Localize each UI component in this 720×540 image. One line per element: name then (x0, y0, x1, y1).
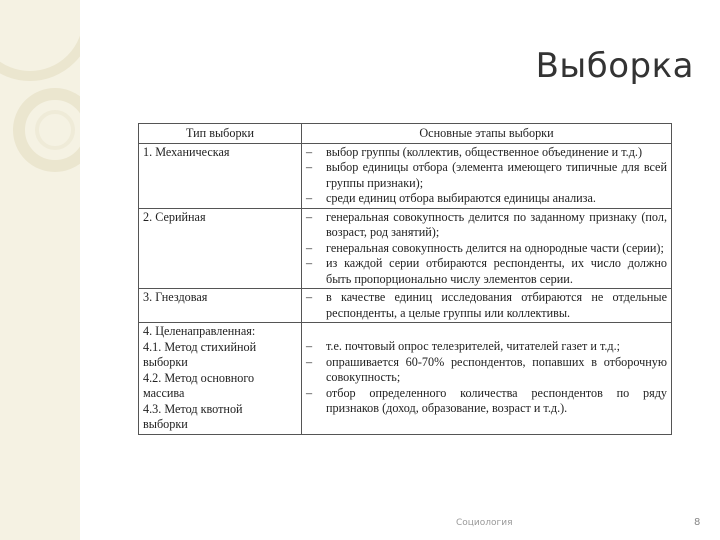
stage-item: – среди единиц отбора выбираются единицы анализа. (306, 191, 667, 207)
table-row (139, 208, 672, 289)
table-row (139, 289, 672, 323)
sidebar-panel (0, 0, 80, 540)
stages-cell (302, 289, 672, 323)
column-header-stages: Основные этапы выборки (302, 124, 672, 144)
sample-type-cell (139, 289, 302, 323)
table-row (139, 143, 672, 208)
stages-list (306, 339, 667, 417)
stages-cell (302, 143, 672, 208)
sample-type-label: 4. Целенаправленная: (143, 324, 256, 338)
sample-type-label: 3. Гнездовая (143, 290, 208, 304)
sample-type-cell (139, 323, 302, 435)
stage-item: – генеральная совокупность делится по заданному признаку (пол, возраст, род занятий); (306, 210, 667, 241)
stage-item: – в качестве единиц исследования отбираются не отдельные респонденты, а целые группы или коллективы. (306, 290, 667, 321)
sample-type-sublabel: 4.3. Метод квотной (143, 401, 243, 416)
footer-subject: Социология (456, 518, 513, 528)
sample-type-label: 2. Серийная (143, 209, 206, 224)
stage-item: – т.е. почтовый опрос телезрителей, читателей газет и т.д.; (306, 339, 667, 355)
stages-cell (302, 208, 672, 289)
stage-item: – из каждой серии отбираются респонденты, их число должно быть пропорционально числу элементов серии. (306, 256, 667, 287)
sample-type-label: 1. Механическая (143, 144, 230, 159)
stages-cell (302, 323, 672, 435)
decorative-rings (0, 0, 80, 200)
stage-item: – отбор определенного количества респондентов по ряду признаков (доход, образование, возраст и т.д.). (306, 386, 667, 417)
sample-type-sublabel: 4.1. Метод стихийной (143, 339, 257, 354)
column-header-type: Тип выборки (139, 124, 302, 144)
table-row (139, 323, 672, 435)
sampling-table-container (138, 123, 672, 435)
sampling-table (138, 123, 672, 435)
stage-item: – опрашивается 60-70% респондентов, попавших в отборочную совокупность; (306, 355, 667, 386)
sample-type-sublabel: выборки (143, 417, 188, 431)
sample-type-cell (139, 208, 302, 289)
stages-list (306, 290, 667, 321)
stage-item: – выбор единицы отбора (элемента имеющего типичные для всей группы признаки); (306, 160, 667, 191)
stage-item: – выбор группы (коллектив, общественное объединение и т.д.) (306, 145, 667, 161)
stages-list (306, 145, 667, 207)
sample-type-cell (139, 143, 302, 208)
sample-type-sublabel: 4.2. Метод основного (143, 370, 255, 385)
table-header-row (139, 124, 672, 144)
sample-type-sublabel: массива (143, 386, 185, 400)
sample-type-sublabel: выборки (143, 355, 188, 369)
slide-title: Выборка (535, 46, 694, 86)
stage-item: – генеральная совокупность делится на однородные части (серии); (306, 241, 667, 257)
stages-list (306, 210, 667, 288)
page-number: 8 (694, 517, 701, 528)
